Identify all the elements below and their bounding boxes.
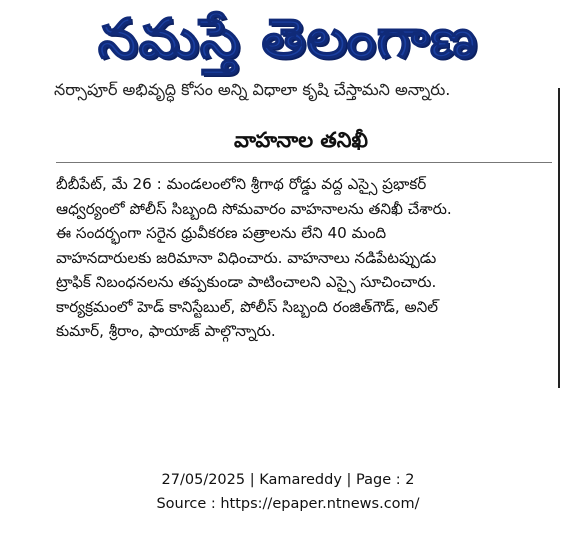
article-body-line: బీబీపేట్, మే 26 : మండలంలోని శ్రీగాథ రోడ్డు వద్ద ఎస్సై ప్రభాకర్ xyxy=(56,175,427,193)
cutoff-previous-article-line: నర్సాపూర్ అభివృద్ధి కోసం అన్ని విధాలా కృషి చేస్తామని అన్నారు. xyxy=(54,80,451,99)
article-body-line: వాహనదారులకు జరిమానా విధించారు. వాహనాలు నడిపేటప్పుడు xyxy=(56,248,437,267)
article-body xyxy=(56,172,554,344)
clipping-edge xyxy=(558,88,560,388)
article-body-line: కార్యక్రమంలో హెడ్ కానిస్టేబుల్, పోలీస్ సిబ్బంది రంజిత్‌గౌడ్, అనిల్ xyxy=(56,297,439,316)
article-clipping xyxy=(46,80,566,384)
article-body-line: ఈ సందర్భంగా సరైన ధ్రువీకరణ పత్రాలను లేని 40 మంది xyxy=(56,224,387,242)
article-body-line: కుమార్, శ్రీరాం, ఫాయాజ్ పాల్గొన్నారు. xyxy=(56,322,276,340)
masthead-title: నమస్తే తెలంగాణ xyxy=(98,7,478,70)
headline-divider xyxy=(56,162,552,163)
footer-edition-info: 27/05/2025 | Kamareddy | Page : 2 xyxy=(161,472,415,488)
footer-source-link[interactable]: Source : https://epaper.ntnews.com/ xyxy=(156,496,420,512)
newspaper-masthead xyxy=(96,4,480,78)
article-headline: వాహనాల తనిఖీ xyxy=(234,128,368,152)
article-body-line: ఆధ్వర్యంలో పోలీస్ సిబ్బంది సోమవారం వాహనాలను తనిఖీ చేశారు. xyxy=(56,199,452,218)
article-body-line: ట్రాఫిక్ నిబంధనలను తప్పకుండా పాటించాలని ఎస్సై సూచించారు. xyxy=(56,273,437,291)
